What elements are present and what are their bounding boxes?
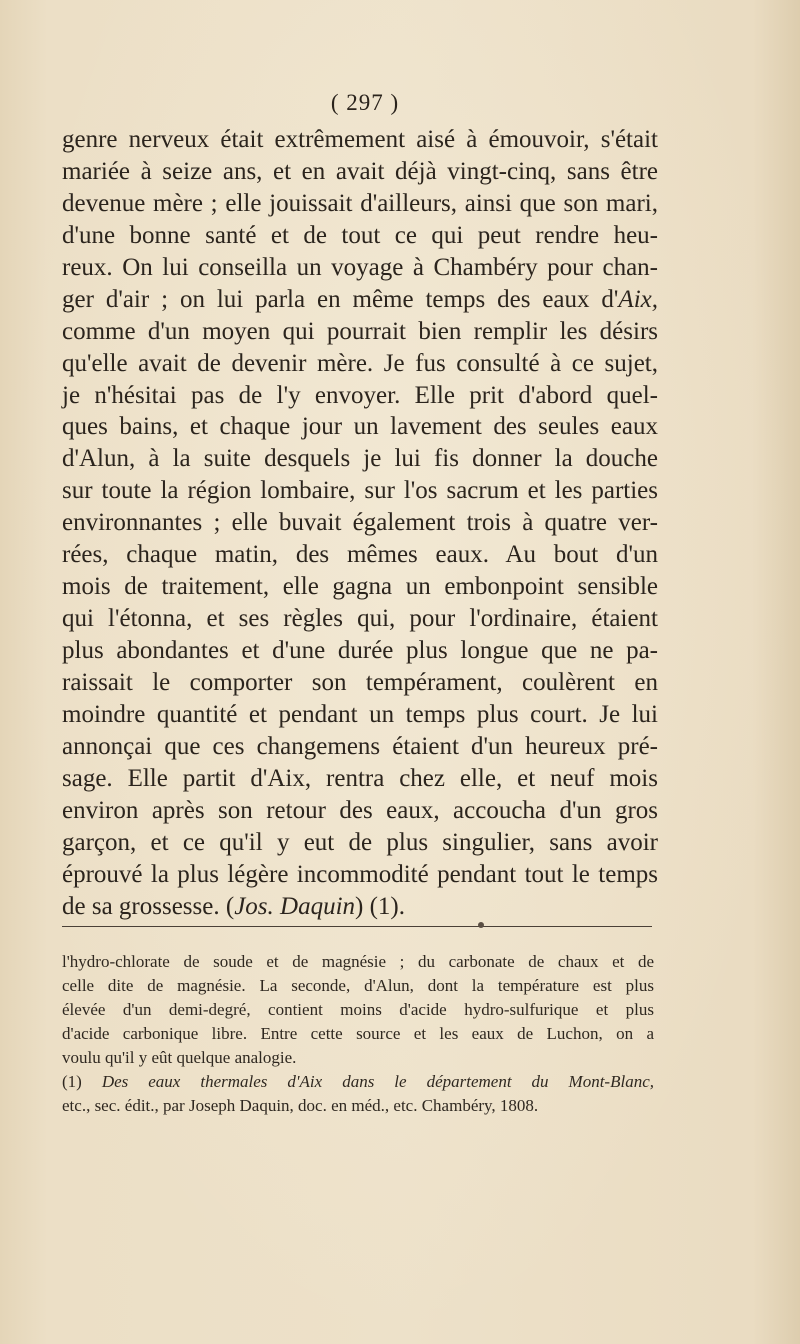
footnote-line: voulu qu'il y eût quelque analogie. <box>62 1048 297 1067</box>
text-line: qu'elle avait de devenir mère. Je fus consulté à ce sujet, <box>62 349 658 377</box>
text-line-last <box>62 891 658 923</box>
footnote-separator <box>62 926 652 927</box>
text-before-citation: de sa grossesse. ( <box>62 892 235 920</box>
text-line: éprouvé la plus légère incommodité pendant tout le temps <box>62 860 658 888</box>
citation-author: Jos. Daquin <box>234 892 356 920</box>
text-line: environnantes ; elle buvait également trois à quatre ver- <box>62 509 658 537</box>
text-line: sage. Elle partit d'Aix, rentra chez elle, et neuf mois <box>62 764 658 792</box>
footnote-reference <box>62 1070 654 1094</box>
footnotes <box>62 950 654 1118</box>
text-line: ques bains, et chaque jour un lavement des seules eaux <box>62 413 658 441</box>
text-line: d'Alun, à la suite desquels je lui fis donner la douche <box>62 445 658 473</box>
text-line: plus abondantes et d'une durée plus longue que ne pa- <box>62 637 658 664</box>
separator-ornament <box>478 922 484 928</box>
footnote-marker: (1) <box>62 1072 82 1091</box>
text-line: garçon, et ce qu'il y eut de plus singulier, sans avoir <box>62 828 658 856</box>
page-number: ( 297 ) <box>330 90 400 115</box>
text-line: moindre quantité et pendant un temps plus court. Je lui <box>62 700 658 728</box>
text-line: d'une bonne santé et de tout ce qui peut rendre heu- <box>62 221 658 249</box>
text-line: je n'hésitai pas de l'y envoyer. Elle prit d'abord quel- <box>62 381 658 409</box>
reference-title: Des eaux thermales d'Aix dans le département du Mont-Blanc, <box>101 1072 654 1091</box>
footnote-line: élevée d'un demi-degré, contient moins d'acide hydro-sulfurique et plus <box>62 1000 654 1019</box>
text-line: genre nerveux était extrêmement aisé à émouvoir, s'était <box>62 126 658 153</box>
text-line: devenue mère ; elle jouissait d'ailleurs, ainsi que son mari, <box>62 189 658 217</box>
text-line: sur toute la région lombaire, sur l'os sacrum et les parties <box>62 477 658 505</box>
text-line: comme d'un moyen qui pourrait bien remplir les désirs <box>62 317 658 345</box>
footnote-line: d'acide carbonique libre. Entre cette source et les eaux de Luchon, on a <box>62 1024 654 1043</box>
text-line: raissait le comporter son tempérament, coulèrent en <box>62 668 658 696</box>
text-line: ger d'air ; on lui parla en même temps des eaux d'Aix, <box>62 285 658 313</box>
text-line: mois de traitement, elle gagna un embonpoint sensible <box>62 573 658 601</box>
text-line: environ après son retour des eaux, accoucha d'un gros <box>62 796 658 824</box>
text-line: mariée à seize ans, et en avait déjà vingt-cinq, sans être <box>62 157 658 185</box>
text-line: qui l'étonna, et ses règles qui, pour l'ordinaire, étaient <box>62 605 658 633</box>
text-after-citation: ) (1). <box>355 892 405 920</box>
footnote-line: celle dite de magnésie. La seconde, d'Alun, dont la température est plus <box>62 976 654 995</box>
text-line: annonçai que ces changemens étaient d'un heureux pré- <box>62 732 658 760</box>
text-line: reux. On lui conseilla un voyage à Chambéry pour chan- <box>62 253 658 281</box>
reference-details: etc., sec. édit., par Joseph Daquin, doc. en méd., etc. Chambéry, 1808. <box>62 1096 539 1115</box>
main-text <box>62 124 658 922</box>
italic-word: Aix, <box>618 285 658 313</box>
text-line: rées, chaque matin, des mêmes eaux. Au bout d'un <box>62 541 658 569</box>
footnote-line: l'hydro-chlorate de soude et de magnésie ; du carbonate de chaux et de <box>62 952 654 971</box>
